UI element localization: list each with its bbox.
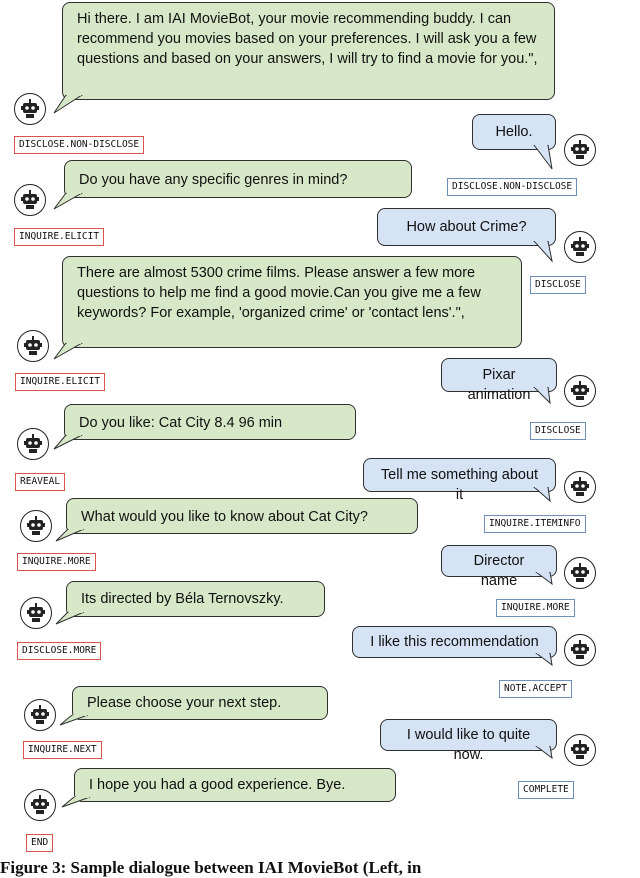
message-text: Director name xyxy=(473,553,525,589)
dialogue-act-label: INQUIRE.MORE xyxy=(496,599,575,617)
message-text: I like this recommendation xyxy=(370,634,539,650)
dialogue-act-label: DISCLOSE xyxy=(530,276,586,294)
robot-icon xyxy=(569,476,591,498)
message-text: Do you like: Cat City 8.4 96 min xyxy=(79,415,283,431)
bubble-tail xyxy=(52,343,92,365)
bot-message-bubble xyxy=(66,581,325,617)
robot-icon xyxy=(19,98,41,120)
message-text: Hi there. I am IAI MovieBot, your movie recommending buddy. I can recommend you movies based on your preferences. I will ask you a few questions and based on your answers, I will try to find a movie for you.", xyxy=(77,11,538,67)
dialogue-act-label: INQUIRE.ELICIT xyxy=(15,373,105,391)
dialogue-act-label: INQUIRE.MORE xyxy=(17,553,96,571)
bot-avatar xyxy=(17,330,49,362)
bubble-tail xyxy=(54,612,94,634)
robot-icon xyxy=(569,139,591,161)
figure-caption: Figure 3: Sample dialogue between IAI MovieBot (Left, in xyxy=(0,858,422,877)
dialogue-act-label: COMPLETE xyxy=(518,781,574,799)
user-avatar xyxy=(564,231,596,263)
robot-icon xyxy=(569,562,591,584)
bot-avatar xyxy=(17,428,49,460)
bot-message-bubble xyxy=(64,404,356,440)
bubble-tail xyxy=(54,529,94,551)
dialogue-act-label: END xyxy=(26,834,53,852)
bot-avatar xyxy=(14,184,46,216)
user-avatar xyxy=(564,734,596,766)
robot-icon xyxy=(569,639,591,661)
robot-icon xyxy=(29,794,51,816)
user-message-bubble xyxy=(352,626,557,658)
bot-avatar xyxy=(24,789,56,821)
user-message-bubble xyxy=(380,719,557,763)
dialogue-act-label: DISCLOSE.NON-DISCLOSE xyxy=(14,136,144,154)
message-text: Pixar animation xyxy=(467,367,531,403)
dialogue-act-label: DISCLOSE.MORE xyxy=(17,642,101,660)
user-message-bubble xyxy=(363,458,556,503)
message-text: How about Crime? xyxy=(406,219,527,235)
dialogue-act-label: INQUIRE.ELICIT xyxy=(14,228,104,246)
bot-message-bubble xyxy=(74,768,396,802)
dialogue-act-label: DISCLOSE xyxy=(530,422,586,440)
message-text: There are almost 5300 crime films. Please answer a few more questions to help me find a good movie.Can you give me a few keywords? For example, 'organized crime' or 'contact lens'.", xyxy=(77,265,481,321)
robot-icon xyxy=(569,380,591,402)
bot-message-bubble xyxy=(64,160,412,198)
robot-icon xyxy=(569,236,591,258)
dialogue-act-label: INQUIRE.ITEMINFO xyxy=(484,515,586,533)
robot-icon xyxy=(19,189,41,211)
message-text: I hope you had a good experience. Bye. xyxy=(89,777,346,793)
dialogue-act-label: NOTE.ACCEPT xyxy=(499,680,572,698)
dialogue-act-label: INQUIRE.NEXT xyxy=(23,741,102,759)
robot-icon xyxy=(25,515,47,537)
message-text: Its directed by Béla Ternovszky. xyxy=(81,591,284,607)
robot-icon xyxy=(22,433,44,455)
robot-icon xyxy=(29,704,51,726)
user-avatar xyxy=(564,134,596,166)
user-avatar xyxy=(564,375,596,407)
user-avatar xyxy=(564,634,596,666)
bot-avatar xyxy=(14,93,46,125)
dialogue-act-label: DISCLOSE.NON-DISCLOSE xyxy=(447,178,577,196)
bubble-tail xyxy=(60,797,100,819)
message-text: Do you have any specific genres in mind? xyxy=(79,172,348,188)
bot-avatar xyxy=(20,597,52,629)
bot-message-bubble xyxy=(62,2,555,100)
message-text: Tell me something about it xyxy=(380,467,539,503)
bot-message-bubble xyxy=(62,256,522,348)
dialogue-act-label: REAVEAL xyxy=(15,473,65,491)
bot-avatar xyxy=(20,510,52,542)
robot-icon xyxy=(22,335,44,357)
bot-message-bubble xyxy=(72,686,328,720)
robot-icon xyxy=(569,739,591,761)
robot-icon xyxy=(25,602,47,624)
message-text: What would you like to know about Cat City? xyxy=(81,509,368,525)
bubble-tail xyxy=(58,715,98,737)
bot-message-bubble xyxy=(66,498,418,534)
bubble-tail xyxy=(52,435,92,457)
message-text: Please choose your next step. xyxy=(87,695,282,711)
message-text: Hello. xyxy=(495,124,533,140)
bot-avatar xyxy=(24,699,56,731)
user-avatar xyxy=(564,471,596,503)
message-text: I would like to quite now. xyxy=(406,727,531,763)
bubble-tail xyxy=(52,95,92,117)
user-avatar xyxy=(564,557,596,589)
bubble-tail xyxy=(52,193,92,215)
